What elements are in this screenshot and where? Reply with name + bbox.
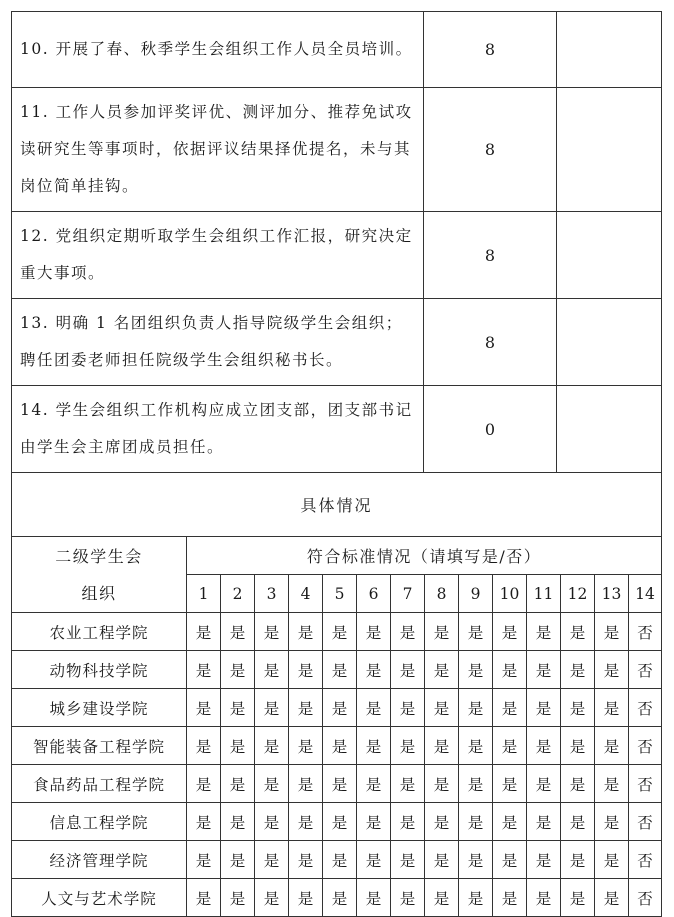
compliance-cell: 是 bbox=[255, 803, 289, 841]
compliance-cell: 是 bbox=[561, 613, 595, 651]
compliance-cell: 是 bbox=[255, 841, 289, 879]
org-name: 动物科技学院 bbox=[12, 651, 187, 689]
compliance-cell: 是 bbox=[493, 651, 527, 689]
compliance-cell: 是 bbox=[187, 613, 221, 651]
compliance-cell: 是 bbox=[493, 879, 527, 917]
criteria-score: 8 bbox=[424, 299, 557, 386]
compliance-cell: 是 bbox=[425, 613, 459, 651]
compliance-cell: 是 bbox=[527, 651, 561, 689]
compliance-cell: 是 bbox=[391, 841, 425, 879]
criterion-number: 1 bbox=[187, 575, 221, 613]
compliance-cell: 是 bbox=[323, 879, 357, 917]
compliance-cell: 是 bbox=[221, 879, 255, 917]
compliance-cell: 是 bbox=[527, 879, 561, 917]
compliance-cell: 是 bbox=[289, 841, 323, 879]
org-header-line2: 组织 bbox=[81, 583, 117, 603]
compliance-cell: 是 bbox=[595, 727, 629, 765]
compliance-cell: 是 bbox=[391, 803, 425, 841]
criteria-score: 8 bbox=[424, 212, 557, 299]
org-header-line1: 二级学生会 bbox=[55, 546, 143, 566]
compliance-cell: 是 bbox=[595, 803, 629, 841]
compliance-cell: 是 bbox=[323, 765, 357, 803]
compliance-cell: 是 bbox=[561, 727, 595, 765]
criteria-remark bbox=[557, 386, 662, 473]
criteria-remark bbox=[557, 12, 662, 88]
compliance-cell: 否 bbox=[629, 727, 662, 765]
compliance-cell: 是 bbox=[187, 879, 221, 917]
compliance-cell: 是 bbox=[357, 765, 391, 803]
org-name: 智能装备工程学院 bbox=[12, 727, 187, 765]
criterion-number: 14 bbox=[629, 575, 662, 613]
table-row bbox=[12, 727, 662, 765]
org-name: 信息工程学院 bbox=[12, 803, 187, 841]
compliance-cell: 是 bbox=[187, 803, 221, 841]
compliance-cell: 是 bbox=[357, 879, 391, 917]
compliance-cell: 是 bbox=[357, 841, 391, 879]
compliance-cell: 是 bbox=[255, 689, 289, 727]
compliance-cell: 是 bbox=[527, 841, 561, 879]
compliance-cell: 是 bbox=[561, 879, 595, 917]
compliance-cell: 是 bbox=[561, 765, 595, 803]
criteria-table bbox=[11, 11, 662, 537]
criteria-remark bbox=[557, 212, 662, 299]
compliance-cell: 是 bbox=[221, 803, 255, 841]
compliance-cell: 是 bbox=[595, 689, 629, 727]
table-row bbox=[12, 765, 662, 803]
compliance-cell: 是 bbox=[289, 803, 323, 841]
criterion-number: 5 bbox=[323, 575, 357, 613]
compliance-cell: 是 bbox=[493, 803, 527, 841]
criterion-number: 11 bbox=[527, 575, 561, 613]
compliance-cell: 是 bbox=[255, 765, 289, 803]
compliance-cell: 是 bbox=[527, 727, 561, 765]
compliance-cell: 是 bbox=[255, 727, 289, 765]
compliance-cell: 是 bbox=[459, 841, 493, 879]
criterion-number: 7 bbox=[391, 575, 425, 613]
table-row bbox=[12, 689, 662, 727]
compliance-cell: 是 bbox=[493, 765, 527, 803]
org-name: 经济管理学院 bbox=[12, 841, 187, 879]
compliance-cell: 是 bbox=[187, 727, 221, 765]
compliance-cell: 是 bbox=[323, 841, 357, 879]
compliance-cell: 是 bbox=[323, 651, 357, 689]
table-row bbox=[12, 879, 662, 917]
section-title: 具体情况 bbox=[12, 473, 662, 537]
compliance-cell: 是 bbox=[391, 651, 425, 689]
compliance-cell: 是 bbox=[289, 765, 323, 803]
criterion-number: 2 bbox=[221, 575, 255, 613]
org-name: 农业工程学院 bbox=[12, 613, 187, 651]
criteria-row bbox=[12, 386, 662, 473]
compliance-cell: 是 bbox=[459, 803, 493, 841]
compliance-cell: 是 bbox=[187, 651, 221, 689]
criteria-remark bbox=[557, 299, 662, 386]
compliance-cell: 是 bbox=[357, 613, 391, 651]
compliance-cell: 是 bbox=[425, 803, 459, 841]
compliance-cell: 是 bbox=[323, 613, 357, 651]
compliance-cell: 是 bbox=[425, 727, 459, 765]
criterion-number: 10 bbox=[493, 575, 527, 613]
criteria-text: 13. 明确 1 名团组织负责人指导院级学生会组织；聘任团委老师担任院级学生会组织秘书长。 bbox=[12, 299, 424, 386]
criterion-number: 9 bbox=[459, 575, 493, 613]
compliance-cell: 是 bbox=[561, 651, 595, 689]
criteria-remark bbox=[557, 88, 662, 212]
criterion-number: 6 bbox=[357, 575, 391, 613]
compliance-cell: 否 bbox=[629, 765, 662, 803]
compliance-cell: 是 bbox=[255, 651, 289, 689]
compliance-cell: 是 bbox=[391, 765, 425, 803]
compliance-cell: 是 bbox=[459, 613, 493, 651]
compliance-cell: 是 bbox=[289, 879, 323, 917]
criteria-row bbox=[12, 212, 662, 299]
compliance-cell: 是 bbox=[527, 765, 561, 803]
compliance-cell: 是 bbox=[459, 879, 493, 917]
compliance-cell: 是 bbox=[459, 689, 493, 727]
org-name: 人文与艺术学院 bbox=[12, 879, 187, 917]
criterion-number: 4 bbox=[289, 575, 323, 613]
table-row bbox=[12, 613, 662, 651]
org-name: 城乡建设学院 bbox=[12, 689, 187, 727]
compliance-cell: 是 bbox=[493, 613, 527, 651]
compliance-cell: 是 bbox=[221, 689, 255, 727]
compliance-cell: 是 bbox=[255, 879, 289, 917]
compliance-cell: 是 bbox=[459, 651, 493, 689]
compliance-cell: 是 bbox=[527, 803, 561, 841]
compliance-cell: 是 bbox=[323, 803, 357, 841]
compliance-cell: 是 bbox=[391, 879, 425, 917]
compliance-cell: 是 bbox=[595, 879, 629, 917]
compliance-cell: 是 bbox=[595, 841, 629, 879]
compliance-cell: 是 bbox=[289, 651, 323, 689]
compliance-cell: 是 bbox=[561, 803, 595, 841]
compliance-cell: 是 bbox=[527, 613, 561, 651]
criteria-text: 11. 工作人员参加评奖评优、测评加分、推荐免试攻读研究生等事项时，依据评议结果择优提名，未与其岗位简单挂钩。 bbox=[12, 88, 424, 212]
compliance-cell: 否 bbox=[629, 879, 662, 917]
compliance-cell: 是 bbox=[357, 689, 391, 727]
compliance-cell: 是 bbox=[221, 613, 255, 651]
compliance-cell: 是 bbox=[323, 689, 357, 727]
criterion-number: 12 bbox=[561, 575, 595, 613]
org-name: 食品药品工程学院 bbox=[12, 765, 187, 803]
compliance-cell: 是 bbox=[527, 689, 561, 727]
criteria-score: 8 bbox=[424, 12, 557, 88]
compliance-cell: 是 bbox=[221, 765, 255, 803]
compliance-cell: 是 bbox=[493, 727, 527, 765]
detail-table bbox=[11, 536, 662, 917]
compliance-header: 符合标准情况（请填写是/否） bbox=[187, 537, 662, 575]
criteria-score: 0 bbox=[424, 386, 557, 473]
compliance-cell: 是 bbox=[425, 651, 459, 689]
criteria-text: 12. 党组织定期听取学生会组织工作汇报，研究决定重大事项。 bbox=[12, 212, 424, 299]
compliance-cell: 否 bbox=[629, 651, 662, 689]
compliance-cell: 是 bbox=[493, 841, 527, 879]
criteria-text: 10. 开展了春、秋季学生会组织工作人员全员培训。 bbox=[12, 12, 424, 88]
assessment-table-page bbox=[11, 11, 661, 917]
compliance-cell: 是 bbox=[255, 613, 289, 651]
criteria-row bbox=[12, 299, 662, 386]
compliance-cell: 是 bbox=[595, 651, 629, 689]
compliance-cell: 是 bbox=[459, 765, 493, 803]
criterion-number: 13 bbox=[595, 575, 629, 613]
compliance-cell: 是 bbox=[187, 689, 221, 727]
compliance-cell: 是 bbox=[357, 651, 391, 689]
compliance-cell: 是 bbox=[323, 727, 357, 765]
compliance-cell: 是 bbox=[391, 727, 425, 765]
compliance-cell: 是 bbox=[459, 727, 493, 765]
compliance-cell: 是 bbox=[595, 613, 629, 651]
compliance-cell: 否 bbox=[629, 803, 662, 841]
compliance-cell: 是 bbox=[561, 689, 595, 727]
compliance-cell: 是 bbox=[221, 651, 255, 689]
compliance-cell: 是 bbox=[425, 765, 459, 803]
compliance-cell: 是 bbox=[357, 727, 391, 765]
compliance-cell: 是 bbox=[187, 841, 221, 879]
compliance-cell: 是 bbox=[289, 689, 323, 727]
compliance-cell: 是 bbox=[289, 613, 323, 651]
compliance-cell: 是 bbox=[595, 765, 629, 803]
compliance-cell: 是 bbox=[391, 689, 425, 727]
criterion-number: 8 bbox=[425, 575, 459, 613]
compliance-cell: 是 bbox=[221, 727, 255, 765]
compliance-cell: 是 bbox=[357, 803, 391, 841]
compliance-cell: 是 bbox=[561, 841, 595, 879]
compliance-cell: 否 bbox=[629, 613, 662, 651]
compliance-cell: 是 bbox=[391, 613, 425, 651]
criterion-number: 3 bbox=[255, 575, 289, 613]
criteria-row bbox=[12, 88, 662, 212]
table-row bbox=[12, 841, 662, 879]
compliance-cell: 否 bbox=[629, 841, 662, 879]
criteria-row bbox=[12, 12, 662, 88]
compliance-cell: 是 bbox=[187, 765, 221, 803]
criteria-text: 14. 学生会组织工作机构应成立团支部，团支部书记由学生会主席团成员担任。 bbox=[12, 386, 424, 473]
table-row bbox=[12, 803, 662, 841]
compliance-cell: 是 bbox=[425, 689, 459, 727]
compliance-cell: 是 bbox=[221, 841, 255, 879]
compliance-cell: 是 bbox=[493, 689, 527, 727]
section-title-row bbox=[12, 473, 662, 537]
detail-header-row bbox=[12, 537, 662, 575]
criteria-score: 8 bbox=[424, 88, 557, 212]
table-row bbox=[12, 651, 662, 689]
compliance-cell: 是 bbox=[425, 841, 459, 879]
compliance-cell: 是 bbox=[425, 879, 459, 917]
compliance-cell: 否 bbox=[629, 689, 662, 727]
org-column-header bbox=[12, 537, 187, 613]
compliance-cell: 是 bbox=[289, 727, 323, 765]
